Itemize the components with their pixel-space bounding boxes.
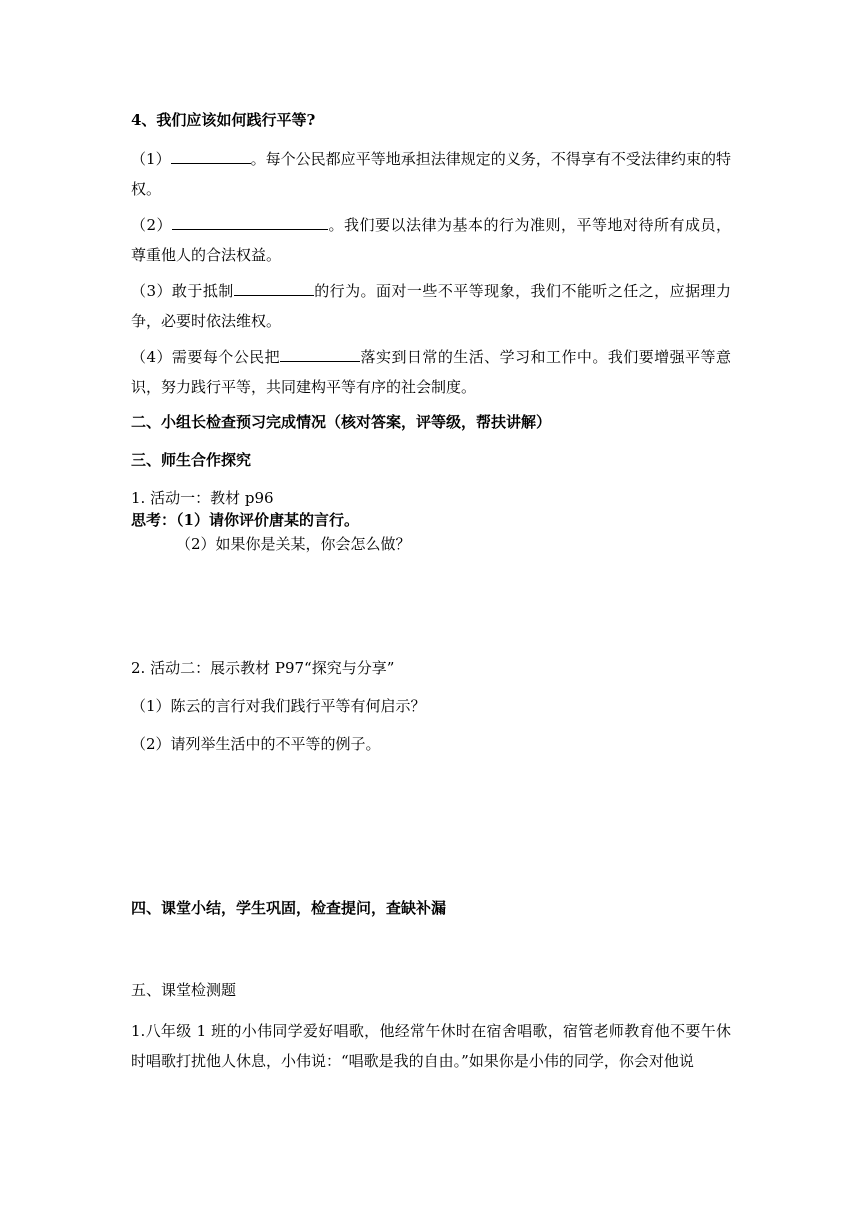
think-label: 思考： <box>131 511 177 529</box>
section-3-heading: 三、师生合作探究 <box>131 451 252 469</box>
activity-1-q1-text: （1）请你评价唐某的言行。 <box>176 511 359 529</box>
section-2-heading: 二、小组长检查预习完成情况（核对答案，评等级，帮扶讲解） <box>131 413 552 431</box>
q4-item-3 <box>131 276 731 336</box>
fill-blank-4[interactable] <box>280 346 360 362</box>
activity-2-title: 2. 活动二：展示教材 P97“探究与分享” <box>131 659 395 677</box>
activity-2-question-2: （2）请列举生活中的不平等的例子。 <box>131 735 381 753</box>
q4-item-4 <box>131 342 731 402</box>
activity-1-question-2: （2）如果你是关某，你会怎么做？ <box>176 535 411 553</box>
q4-item-1-prefix: （1） <box>131 150 171 168</box>
fill-blank-3[interactable] <box>234 280 314 296</box>
q4-item-1 <box>131 144 731 204</box>
question-4-title: 4、我们应该如何践行平等? <box>131 111 316 129</box>
q4-item-2 <box>131 210 731 270</box>
fill-blank-1[interactable] <box>171 148 251 164</box>
q4-item-1-text: 。每个公民都应平等地承担法律规定的义务，不得享有不受法律约束的特权。 <box>131 150 731 198</box>
fill-blank-2[interactable] <box>172 214 328 230</box>
q4-item-3-text: 的行为。面对一些不平等现象，我们不能听之任之，应据理力争，必要时依法维权。 <box>131 282 731 330</box>
activity-1-question-1 <box>131 510 359 530</box>
test-question-1: 1.八年级 1 班的小伟同学爱好唱歌，他经常午休时在宿舍唱歌，宿管老师教育他不要午休时唱歌打扰他人休息，小伟说：“唱歌是我的自由。”如果你是小伟的同学，你会对他说 <box>131 1022 731 1070</box>
q4-item-4-text: 落实到日常的生活、学习和工作中。我们要增强平等意识，努力践行平等，共同建构平等有序的社会制度。 <box>131 348 731 396</box>
q4-item-2-text: 。我们要以法律为基本的行为准则，平等地对待所有成员，尊重他人的合法权益。 <box>131 216 731 264</box>
activity-2-question-1: （1）陈云的言行对我们践行平等有何启示？ <box>131 697 426 715</box>
q4-item-4-prefix: （4）需要每个公民把 <box>131 348 281 366</box>
q4-item-2-prefix: （2） <box>131 216 173 234</box>
section-5-heading: 五、课堂检测题 <box>131 981 237 999</box>
section-4-heading: 四、课堂小结，学生巩固，检查提问，查缺补漏 <box>131 899 447 917</box>
activity-1-title: 1. 活动一：教材 p96 <box>131 489 274 507</box>
q4-item-3-prefix: （3）敢于抵制 <box>131 282 234 300</box>
